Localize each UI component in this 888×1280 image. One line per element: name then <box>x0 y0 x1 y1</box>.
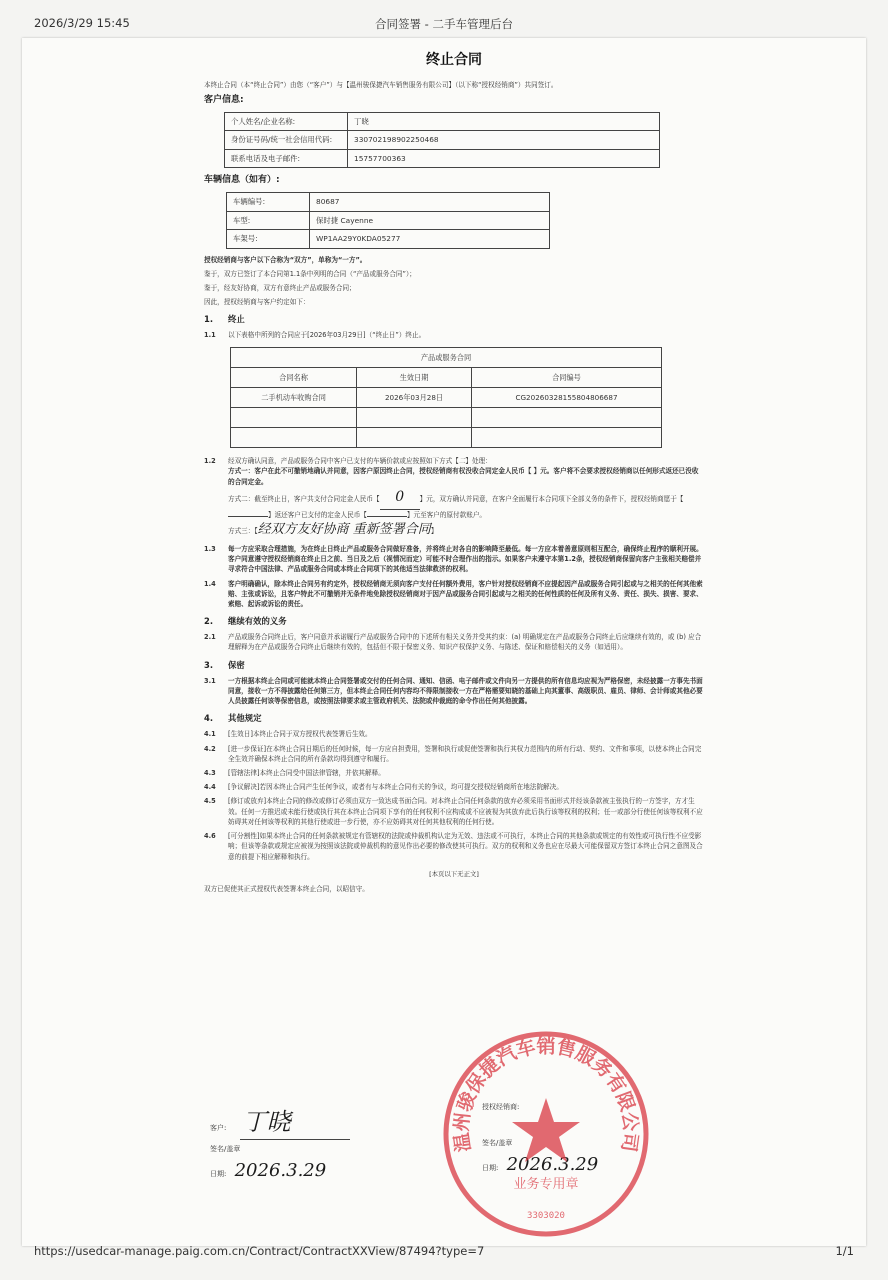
customer-contact-label: 联系电话及电子邮件: <box>225 149 348 167</box>
signature-line <box>240 1139 350 1140</box>
table-cell <box>231 428 357 448</box>
clause-2-1 <box>204 632 704 652</box>
vehicle-vin-value: WP1AA29Y0KDA05277 <box>310 230 550 248</box>
clause-number: 4.6 <box>204 832 216 841</box>
clause-4-4 <box>204 782 704 792</box>
seal-company-text: 温州骏保捷汽车销售服务有限公司 <box>450 1035 642 1154</box>
clause-number: 3.1 <box>204 676 216 685</box>
clause-text: [管辖法律]本终止合同受中国法律管辖，并依其解释。 <box>228 768 385 777</box>
dealer-date-label: 日期: <box>482 1164 499 1172</box>
clause-text: [生效日]本终止合同于双方授权代表签署后生效。 <box>228 730 372 739</box>
table-row <box>225 112 660 130</box>
section-number: 4. <box>204 713 214 724</box>
contract-body <box>204 46 704 898</box>
clause-number: 1.1 <box>204 331 216 340</box>
customer-heading: 客户信息: <box>204 94 244 105</box>
clause-4-3 <box>204 768 704 778</box>
vehicle-number-label: 车辆编号: <box>227 193 310 211</box>
clause-3-1 <box>204 676 704 707</box>
section-1-heading <box>204 313 704 326</box>
end-of-text-marker: [本页以下无正文] <box>429 869 479 878</box>
table-cell <box>471 428 661 448</box>
clause-text: 一方根据本终止合同或可能就本终止合同签署或交付的任何合同、通知、信函、电子邮件或文件向另一方提供的所有信息均应视为严格保密，未经披露一方事先书面同意，接收一方不得披露给任何第三方，但本终止合同任何内容均不得限制接收一方在严格需要知晓的基础上向其董事、高级职员、雇员、律师、会计师或其他必要人员披露任何该等保密信息，或按照法律要求或主管政府机关、法院或仲裁庭的命令作出任何其他披露。 <box>228 676 703 706</box>
way-3-label: 方式三：【 <box>228 526 258 535</box>
way-2-c: 】返还客户已支付的定金人民币【 <box>268 510 367 519</box>
clause-text: 客户明确确认，除本终止合同另有约定外，授权经销商无须向客户支付任何额外费用，客户针对授权经销商不应提起因产品或服务合同引起或与之相关的任何其他索赔、主张或诉讼，且客户特此不可撤销并无条件地免除授权经销商对于因产品或服务合同引起或与之相关的任何性质的任何及所有义务、责任、损失、损害、要求、索赔、起诉或诉讼的责任。 <box>228 579 703 608</box>
clause-number: 4.4 <box>204 783 216 792</box>
witness-clause: 双方已促使其正式授权代表签署本终止合同，以昭信守。 <box>204 884 369 893</box>
table-row <box>231 408 662 428</box>
clause-number: 2.1 <box>204 633 216 642</box>
clause-number: 4.3 <box>204 768 216 777</box>
way-2-b: 】元，双方确认并同意，在客户全面履行本合同项下全部义务的条件下，授权经销商愿于【 <box>419 494 684 503</box>
clause-text: [进一步保证]在本终止合同日期后的任何时候，每一方应自担费用，签署和执行或促使签署和执行其权力范围内的所有行动、契约、文件和事项，以使本终止合同完全生效并确保本终止合同的所有条款均得到遵守和履行。 <box>228 744 702 763</box>
clause-1-2 <box>204 456 704 540</box>
table-cell <box>231 408 357 428</box>
customer-signature-block <box>210 1102 380 1181</box>
section-4-heading <box>204 712 704 725</box>
customer-name-value: 丁晓 <box>348 112 660 130</box>
table-cell <box>357 408 472 428</box>
column-header: 生效日期 <box>357 367 472 387</box>
print-footer <box>34 1244 854 1262</box>
customer-contact-value: 15757700363 <box>348 149 660 167</box>
clause-1-1 <box>204 330 704 340</box>
print-url: https://usedcar-manage.paig.com.cn/Contract/ContractXXView/87494?type=7 <box>34 1244 485 1258</box>
way-1: 方式一：客户在此不可撤销地确认并同意，因客户原因终止合同，授权经销商有权没收合同定金人民币【 】元。客户将不会要求授权经销商以任何形式返还已没收的合同定金。 <box>228 467 699 486</box>
customer-date-label: 日期: <box>210 1170 227 1178</box>
table-caption: 产品或服务合同 <box>231 347 662 367</box>
vehicle-number-value: 80687 <box>310 193 550 211</box>
clause-number: 1.4 <box>204 579 216 588</box>
company-seal-stamp <box>440 1028 652 1240</box>
column-header: 合同名称 <box>231 367 357 387</box>
clause-text: 每一方应采取合理措施，为在终止日终止产品或服务合同做好准备，并将终止对各自的影响降至最低。每一方应本着善意原则相互配合，确保终止程序的顺利开展。客户同意遵守授权经销商在终止日之前、当日及之后（视情况而定）可能不时合理作出的指示。如果客户未遵守本第1.2条，授权经销商保留向客户主张相关赔偿并寻求符合中国法律、产品或服务合同或本终止合同项下的其他适当法律救济的权利。 <box>228 544 703 574</box>
vehicle-model-label: 车型: <box>227 211 310 229</box>
table-row <box>227 193 550 211</box>
clause-text <box>228 456 704 540</box>
section-title: 保密 <box>228 659 245 670</box>
clause-number: 1.2 <box>204 457 216 466</box>
way-3-end: 】 <box>430 526 438 535</box>
vehicle-table <box>226 192 550 248</box>
handwritten-way-3: 经双方友好协商 重新签署合同 <box>257 521 431 537</box>
table-row <box>225 131 660 149</box>
clause-4-6 <box>204 831 704 862</box>
document-title: 终止合同 <box>426 52 482 68</box>
star-icon <box>512 1098 580 1162</box>
table-cell <box>471 408 661 428</box>
print-page-title: 合同签署 - 二手车管理后台 <box>375 17 513 31</box>
contract-page <box>22 38 866 1246</box>
table-row <box>227 211 550 229</box>
print-page-count: 1/1 <box>835 1244 854 1258</box>
dealer-handwritten-date: 2026.3.29 <box>506 1154 599 1175</box>
table-row <box>231 388 662 408</box>
clause-text: [修订或放弃]本终止合同的修改或修订必须由双方一致达成书面合同。对本终止合同任何条款的放弃必须采用书面形式并经该条款被主张执行的一方签字，方才生效。任何一方推迟或未能行使或执行其在本终止合同项下享有的任何权利不应构成或不应被视为其放弃此后执行该等权利的权利；任一或部分行使任何该等权利不应妨碍其对任何该等权利的其他行使或进一步行使，亦不应妨碍其对任何其他权利的任何行使。 <box>228 797 703 826</box>
table-row <box>231 428 662 448</box>
clause-number: 1.3 <box>204 544 216 553</box>
intro-text: 本终止合同（本“终止合同”）由您（“客户”）与【温州骏保捷汽车销售服务有限公司】（以下称“授权经销商”）共同签订。 <box>204 80 558 89</box>
section-title: 终止 <box>228 314 245 325</box>
print-header <box>34 16 854 34</box>
clause-4-2 <box>204 744 704 764</box>
customer-handwritten-signature: 丁晓 <box>242 1108 291 1136</box>
table-cell: CG20260328155804806687 <box>471 388 661 408</box>
section-2-heading <box>204 615 704 628</box>
blank-field <box>367 516 407 517</box>
clause-text: 产品或服务合同终止后，客户同意并承诺履行产品或服务合同中的下述所有相关义务并受其约束：(a) 明确规定在产品或服务合同终止后应继续有效的，或 (b) 应合理解释为在产品或服务合同终止后继续有效的，包括但不限于保密义务、知识产权保护义务、与陈述、保证和赔偿相关的义务（如适用）。 <box>228 633 702 652</box>
section-number: 1. <box>204 314 214 325</box>
clause-4-1 <box>204 729 704 739</box>
clause-text: 以下表格中所列的合同应于[2026年03月29日]（“终止日”）终止。 <box>228 331 426 340</box>
handwritten-choice: 二 <box>458 457 466 466</box>
whereas-1: 鉴于，双方已签订了本合同第1.1条中列明的合同（“产品或服务合同”）； <box>204 269 416 278</box>
customer-handwritten-date: 2026.3.29 <box>234 1160 327 1181</box>
dealer-label: 授权经销商: <box>482 1103 520 1111</box>
customer-table <box>224 112 660 168</box>
table-row <box>225 149 660 167</box>
clause-number: 4.1 <box>204 730 216 739</box>
whereas-2: 鉴于，经友好协商，双方有意终止产品或服务合同； <box>204 284 356 293</box>
clause-1-3 <box>204 544 704 575</box>
way-2-a: 方式二：截至终止日，客户共支付合同定金人民币【 <box>228 494 380 503</box>
vehicle-heading: 车辆信息（如有）: <box>204 175 280 186</box>
section-number: 2. <box>204 616 214 627</box>
seal-subtitle: 业务专用章 <box>513 1177 579 1192</box>
vehicle-vin-label: 车架号: <box>227 230 310 248</box>
table-cell: 二手机动车收购合同 <box>231 388 357 408</box>
table-row <box>227 230 550 248</box>
product-contract-table <box>230 347 662 448</box>
blank-field <box>228 516 268 517</box>
customer-sign-label: 签名/盖章 <box>210 1145 241 1153</box>
vehicle-model-value: 保时捷 Cayenne <box>310 211 550 229</box>
clause-1-4 <box>204 579 704 610</box>
customer-id-label: 身份证号码/统一社会信用代码: <box>225 131 348 149</box>
customer-id-value: 330702198902250468 <box>348 131 660 149</box>
clause-number: 4.5 <box>204 797 216 806</box>
section-number: 3. <box>204 659 214 670</box>
clause-text: [可分割性]如果本终止合同的任何条款被规定有管辖权的法院或仲裁机构认定为无效、违法或不可执行，本终止合同的其他条款或规定的有效性或可执行性不应受影响；但该等条款或规定应被视为按照该法院或仲裁机构的意见作出必要的修改使其可执行。双方的权利和义务也应在尽最大可能保留双方签订本终止合同之意图及合意的前提下相应解释和执行。 <box>228 832 703 861</box>
clause-1-2-tail: 】处理： <box>465 457 492 466</box>
clause-text: [争议解决]若因本终止合同产生任何争议，或者有与本终止合同有关的争议，均可提交授权经销商所在地法院解决。 <box>228 783 563 792</box>
section-title: 继续有效的义务 <box>228 616 287 627</box>
dealer-sign-label: 签名/盖章 <box>482 1139 513 1147</box>
clause-1-2-text: 经双方确认同意，产品或服务合同中客户已支付的车辆价款或应按照如下方式【 <box>228 457 459 466</box>
table-row <box>231 347 662 367</box>
therefore: 因此，授权经销商与客户约定如下： <box>204 298 310 307</box>
seal-number: 3303020 <box>527 1211 565 1221</box>
clause-number: 4.2 <box>204 744 216 753</box>
handwritten-amount: 0 <box>380 487 420 510</box>
table-cell <box>357 428 472 448</box>
clause-4-5 <box>204 796 704 827</box>
party-definition: 授权经销商与客户以下合称为“双方”，单称为“一方”。 <box>204 255 367 264</box>
table-cell: 2026年03月28日 <box>357 388 472 408</box>
section-title: 其他规定 <box>228 713 262 724</box>
print-datetime: 2026/3/29 15:45 <box>34 16 130 30</box>
customer-label: 客户: <box>210 1124 227 1132</box>
column-header: 合同编号 <box>471 367 661 387</box>
customer-name-label: 个人姓名/企业名称: <box>225 112 348 130</box>
way-2-d: 】元至客户的原付款账户。 <box>406 510 487 519</box>
table-row <box>231 367 662 387</box>
section-3-heading <box>204 659 704 672</box>
